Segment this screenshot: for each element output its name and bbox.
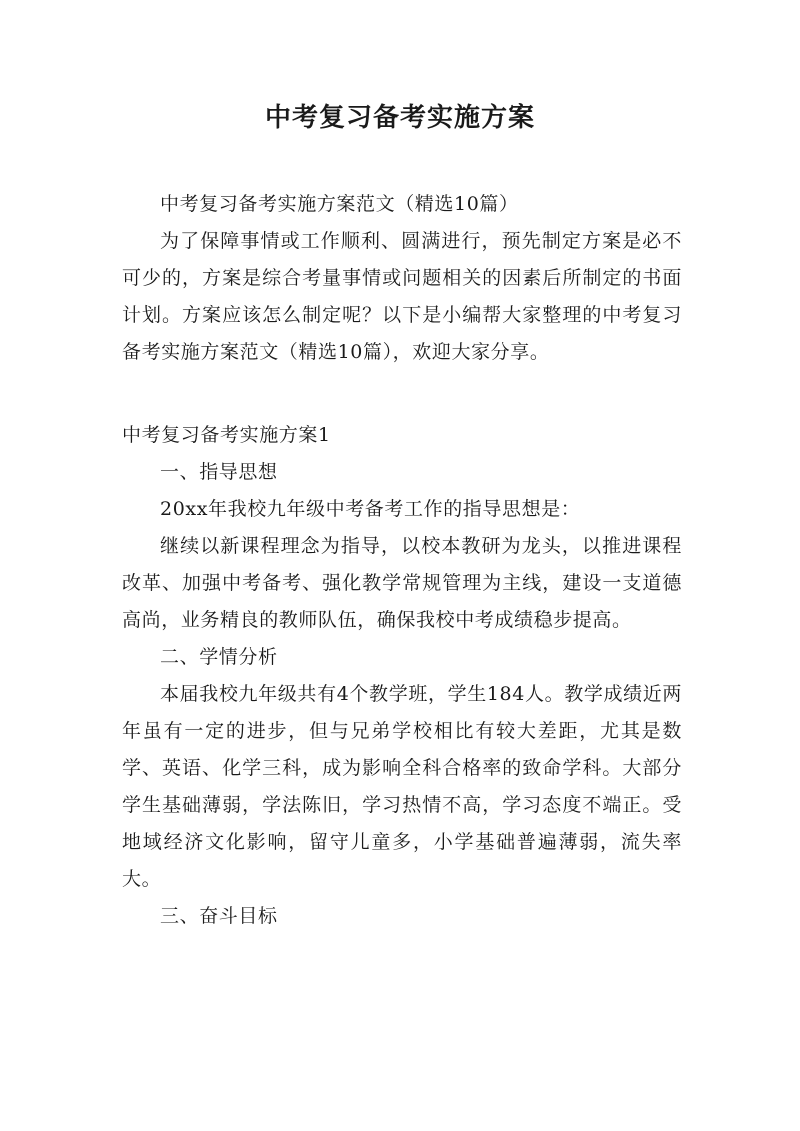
heading-student-analysis: 二、学情分析 (160, 646, 278, 668)
paragraph-guiding-body: 继续以新课程理念为指导，以校本教研为龙头，以推进课程改革、加强中考备考、强化教学常规管理为主线，建设一支道德高尚，业务精良的教师队伍，确保我校中考成绩稳步提高。 (122, 535, 682, 631)
section-title: 中考复习备考实施方案1 (122, 424, 331, 446)
paragraph-student-analysis: 本届我校九年级共有4个教学班，学生184人。教学成绩近两年虽有一定的进步，但与兄弟学校相比有较大差距，尤其是数学、英语、化学三科，成为影响全科合格率的致命学科。大部分学生基础薄弱，学法陈旧，学习热情不高，学习态度不端正。受地域经济文化影响，留守儿童多，小学基础普遍薄弱，流失率大。 (122, 683, 682, 890)
document-body (122, 186, 682, 935)
section-spacer (122, 371, 682, 417)
page-title: 中考复习备考实施方案 (264, 103, 535, 133)
heading-goals: 三、奋斗目标 (160, 905, 278, 927)
document-subtitle: 中考复习备考实施方案范文（精选10篇） (160, 193, 519, 215)
paragraph-guiding-intro: 20xx年我校九年级中考备考工作的指导思想是： (160, 498, 581, 520)
intro-paragraph: 为了保障事情或工作顺利、圆满进行，预先制定方案是必不可少的，方案是综合考量事情或问题相关的因素后所制定的书面计划。方案应该怎么制定呢？以下是小编帮大家整理的中考复习备考实施方案范文（精选10篇），欢迎大家分享。 (122, 230, 682, 363)
heading-guiding-ideology: 一、指导思想 (160, 461, 278, 483)
